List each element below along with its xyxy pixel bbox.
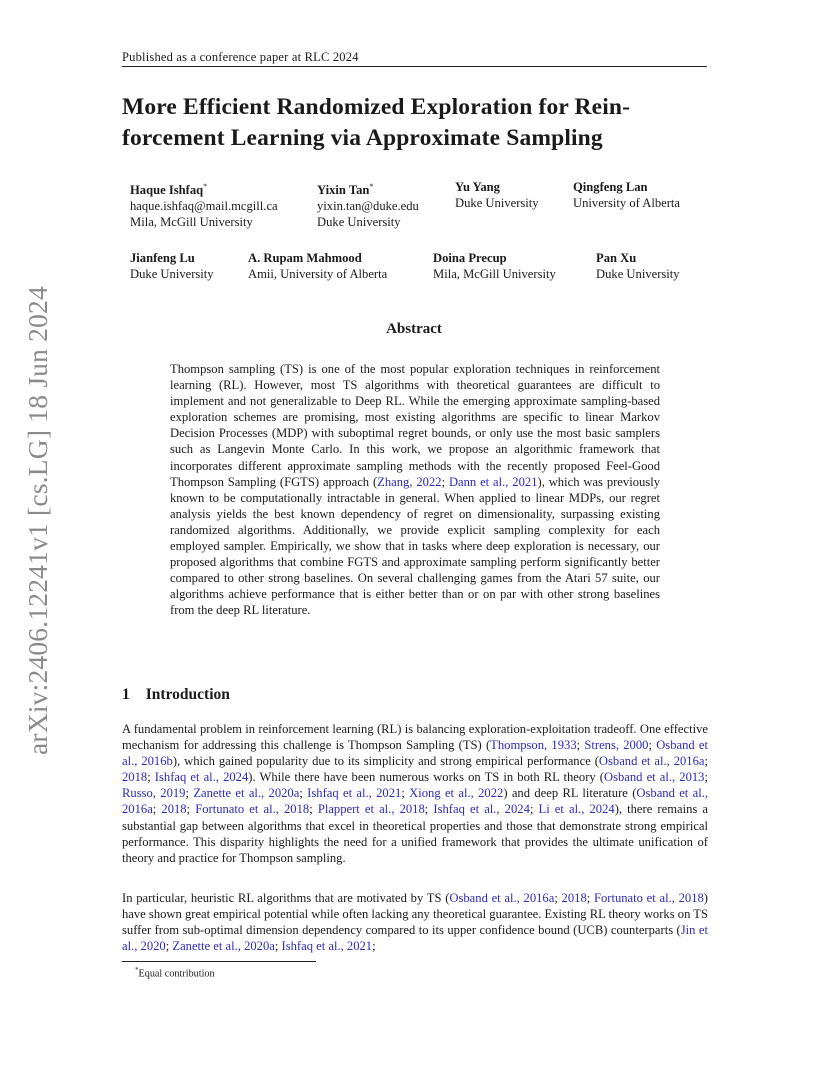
paragraph-text: ) and deep RL literature ( (503, 786, 637, 801)
author-block (317, 179, 419, 230)
paragraph-text: ), which gained popularity due to its simplicity and strong empirical performance ( (172, 754, 599, 769)
citation-link[interactable]: Zhang, 2022 (377, 474, 442, 489)
paragraph-text: A fundamental problem in reinforcement learning (RL) is balancing exploration-exploitation tradeoff. One effective mechanism for addressing this challenge is Thompson Sampling (TS) ( (122, 722, 708, 753)
footnote-mark: * (135, 966, 139, 974)
citation-link[interactable]: Dann et al., 2021 (448, 474, 538, 489)
citation-link[interactable]: Zanette et al., 2020a (172, 939, 275, 954)
paper-title (122, 92, 712, 154)
intro-paragraph-1 (122, 721, 708, 866)
author-name: Qingfeng Lan (573, 180, 648, 194)
citation-separator: ; (147, 770, 155, 785)
section-number: 1 (122, 686, 130, 703)
citation-separator: ; (704, 754, 708, 769)
citation-separator: ; (165, 939, 173, 954)
citation-link[interactable]: Zanette et al., 2020a (193, 786, 300, 801)
citation-link[interactable]: Strens, 2000 (584, 738, 649, 753)
citation-separator: ; (274, 939, 282, 954)
citation-link[interactable]: 2018 (561, 891, 587, 905)
author-affiliation: Duke University (130, 267, 214, 281)
author-name: Pan Xu (596, 251, 637, 265)
running-header: Published as a conference paper at RLC 2024 (122, 50, 359, 64)
author-affiliation: Duke University (596, 267, 680, 281)
citation-separator: ; (372, 939, 376, 954)
author-block (455, 179, 539, 211)
citation-separator: ; (424, 802, 434, 817)
citation-separator: ; (529, 802, 539, 817)
citation-separator: ; (554, 891, 562, 905)
abstract-text: ), which was previously known to be computationally intractable in general. When applied to linear MDPs, our regret analysis yields the best known dependency of regret on dimensionality, surpassing existing randomized algorithms. Additionally, we provide explicit sampling complexity for each employed sampler. Empirically, we show that in tasks where deep exploration is necessary, our proposed algorithms that combine FGTS and approximate sampling perform significantly better compared to other strong baselines. On several challenging games from the Atari 57 suite, our algorithms achieve performance that is either better than or on par with other strong baselines from the deep RL literature. (170, 474, 660, 618)
citation-link[interactable]: Jin et al., 2020 (122, 923, 708, 954)
author-block (130, 179, 278, 230)
header-rule (122, 66, 707, 67)
author-block (433, 250, 556, 282)
author-block (596, 250, 680, 282)
citation-link[interactable]: Fortunato et al., 2018 (195, 802, 310, 817)
citation-link[interactable]: Russo, 2019 (122, 786, 186, 801)
citation-link[interactable]: 2018 (122, 770, 148, 785)
citation-link[interactable]: Ishfaq et al., 2021 (307, 786, 402, 801)
abstract-heading: Abstract (386, 321, 442, 337)
citation-separator: ; (185, 786, 194, 801)
author-name: Yu Yang (455, 180, 500, 194)
author-email[interactable]: yixin.tan@duke.edu (317, 199, 419, 214)
paragraph-text: ). While there have been numerous works on TS in both RL theory ( (248, 770, 604, 785)
citation-separator: ; (152, 802, 162, 817)
citation-separator: ; (441, 474, 449, 489)
abstract-text: Thompson sampling (TS) is one of the most popular exploration techniques in reinforcement learning (RL). However, most TS algorithms with theoretical guarantees are difficult to implement and not generalizable to Deep RL. While the emerging approximate sampling-based exploration schemes are promising, most existing algorithms are specific to linear Markov Decision Processes (MDP) with suboptimal regret bounds, or only use the most basic samplers such as Langevin Monte Carlo. In this work, we propose an algorithmic framework that incorporates different approximate sampling methods with the recently proposed Feel-Good Thompson Sampling (FGTS) approach ( (170, 362, 660, 489)
citation-separator: ; (299, 786, 308, 801)
author-name: A. Rupam Mahmood (248, 251, 362, 265)
citation-separator: ; (704, 770, 708, 785)
author-name: Haque Ishfaq* (130, 182, 208, 198)
footnote-rule (122, 961, 316, 962)
citation-separator: ; (401, 786, 410, 801)
footnote (135, 966, 215, 979)
citation-link[interactable]: Thompson, 1933 (490, 738, 577, 753)
citation-link[interactable]: Osband et al., 2016b (122, 738, 709, 769)
citation-link[interactable]: Ishfaq et al., 2024 (433, 802, 530, 817)
citation-separator: ; (648, 738, 657, 753)
author-block (573, 179, 680, 211)
paragraph-text: ) have shown great empirical potential while often lacking any theoretical guarantee. Existing RL theory works on TS suffer from sub-optimal dimension dependency compared to its upper confidence bound (UCB) counterparts ( (122, 891, 708, 938)
citation-separator: ; (309, 802, 318, 817)
title-line-2: forcement Learning via Approximate Sampling (122, 125, 603, 151)
author-email[interactable]: haque.ishfaq@mail.mcgill.ca (130, 199, 278, 214)
citation-link[interactable]: Osband et al., 2016a (122, 786, 709, 817)
citation-link[interactable]: Osband et al., 2016a (449, 891, 555, 905)
citation-separator: ; (576, 738, 585, 753)
citation-link[interactable]: Fortunato et al., 2018 (593, 891, 704, 905)
author-name: Jianfeng Lu (130, 251, 195, 265)
paragraph-text: ), there remains a substantial gap between algorithms that excel in theoretical properties and those that demonstrate strong empirical performance. This disparity highlights the need for a unified framework that provides the ultimate unification of theory and practice for Thompson sampling. (122, 802, 708, 865)
author-affiliation: Duke University (317, 215, 401, 230)
author-affiliation: Mila, McGill University (130, 215, 253, 230)
author-affiliation: University of Alberta (573, 196, 681, 210)
paragraph-text: In particular, heuristic RL algorithms that are motivated by TS ( (122, 891, 450, 905)
citation-link[interactable]: Plappert et al., 2018 (317, 802, 425, 817)
footnote-text: Equal contribution (138, 968, 215, 980)
citation-link[interactable]: Osband et al., 2013 (604, 770, 705, 785)
arxiv-side-stamp[interactable]: arXiv:2406.12241v1 [cs.LG] 18 Jun 2024 (22, 286, 53, 755)
author-affiliation: Duke University (455, 196, 539, 210)
section-heading (122, 686, 230, 704)
title-line-1: More Efficient Randomized Exploration for Rein- (122, 94, 631, 120)
intro-paragraph-2 (122, 890, 708, 954)
citation-link[interactable]: 2018 (161, 802, 187, 817)
section-title: Introduction (145, 686, 230, 703)
author-name: Yixin Tan* (317, 182, 374, 198)
author-affiliation: Mila, McGill University (433, 267, 556, 281)
citation-separator: ; (586, 891, 594, 905)
author-name: Doina Precup (433, 251, 507, 265)
citation-link[interactable]: Ishfaq et al., 2021 (281, 939, 373, 954)
citation-separator: ; (186, 802, 196, 817)
author-affiliation: Amii, University of Alberta (248, 267, 388, 281)
author-block (130, 250, 214, 282)
citation-link[interactable]: Li et al., 2024 (538, 802, 615, 817)
author-block (248, 250, 387, 282)
citation-link[interactable]: Xiong et al., 2022 (409, 786, 504, 801)
citation-link[interactable]: Osband et al., 2016a (598, 754, 705, 769)
abstract-body (170, 361, 660, 619)
citation-link[interactable]: Ishfaq et al., 2024 (154, 770, 249, 785)
